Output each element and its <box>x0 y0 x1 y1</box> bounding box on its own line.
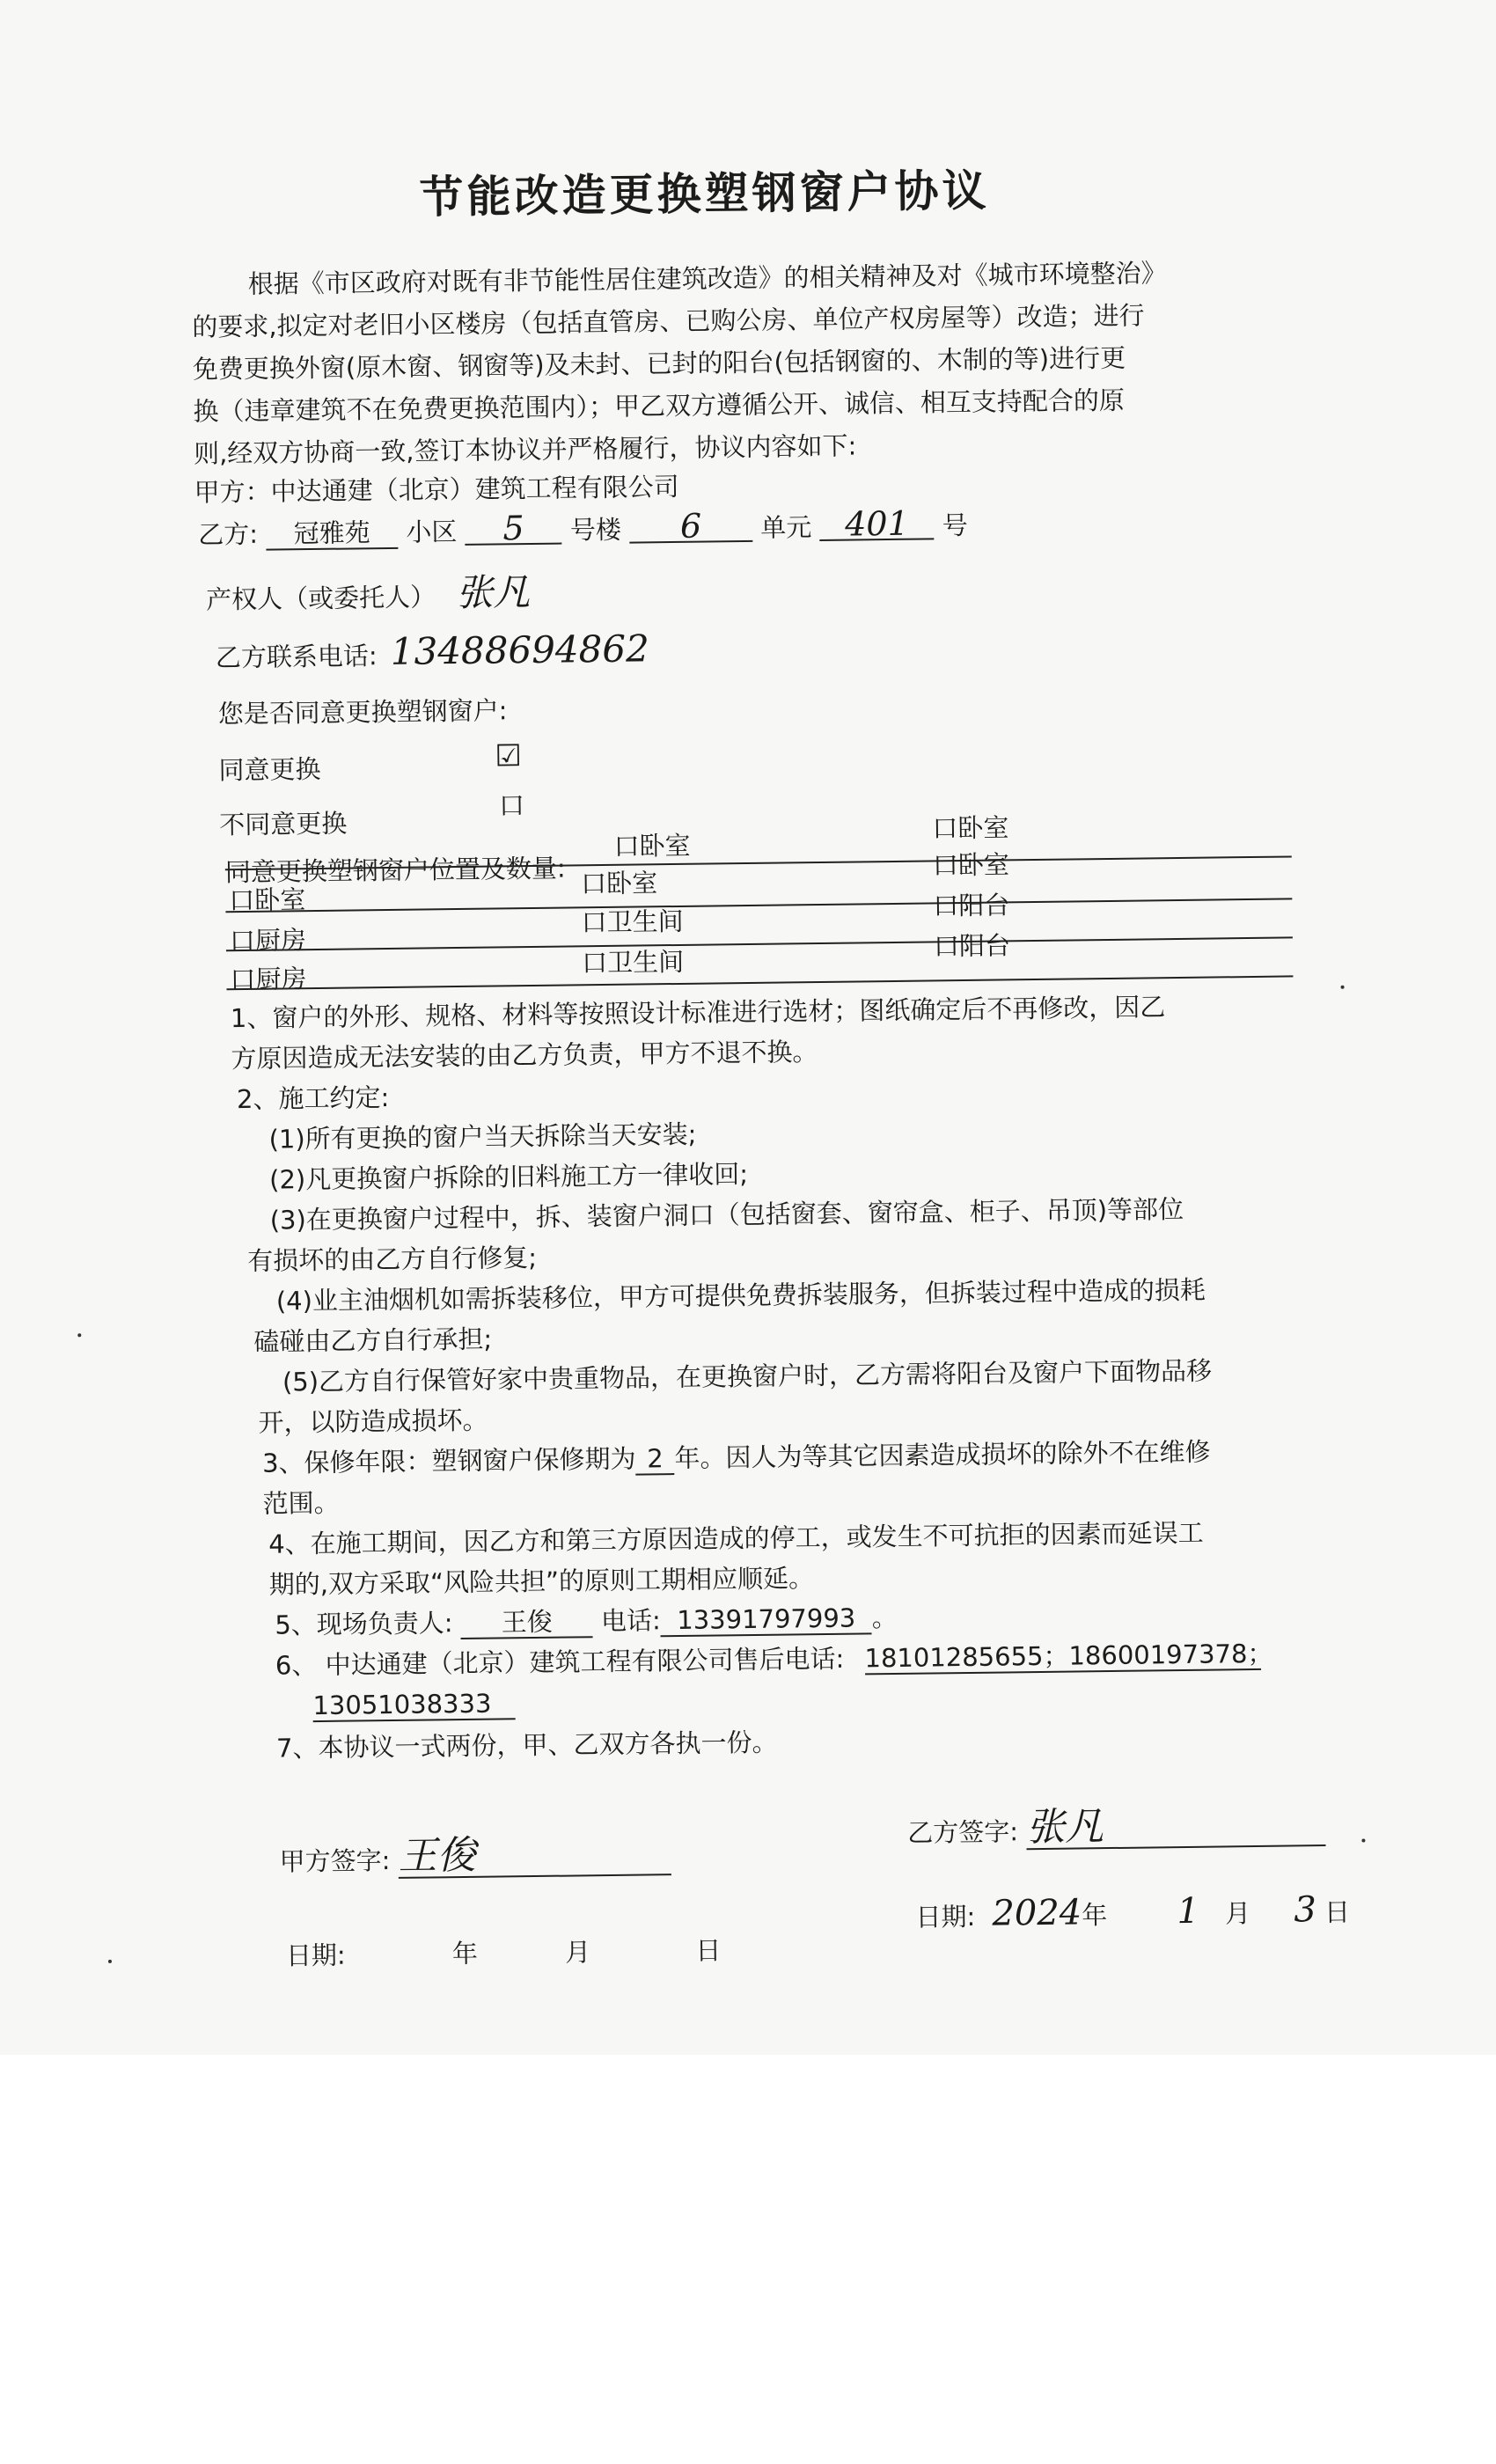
community-field: 冠雅苑 <box>266 517 398 551</box>
scan-speck <box>108 1960 112 1963</box>
location-bedroom-4: 口卧室 <box>580 868 658 899</box>
party-b-label: 乙方: <box>197 518 259 550</box>
party-b-year-value: 2024 <box>992 1892 1082 1934</box>
intro-line-2: 的要求,拟定对老旧小区楼房（包括直管房、已购公房、单位产权房屋等）改造；进行 <box>192 300 1145 342</box>
agree-label: 同意更换 <box>218 753 321 786</box>
owner-handwritten-name: 张凡 <box>455 569 531 615</box>
party-a-handwritten-signature: 王俊 <box>398 1833 671 1879</box>
location-kitchen-1: 口厨房 <box>229 925 307 957</box>
location-bathroom-1: 口卫生间 <box>581 906 684 938</box>
clause-4-line-1: 4、在施工期间，因乙方和第三方原因造成的停工，或发生不可抗拒的因素而延误工 <box>268 1517 1204 1559</box>
clause-2-item-2: (2)凡更换窗户拆除的旧料施工方一律收回; <box>268 1159 749 1195</box>
scan-speck <box>1361 1839 1365 1843</box>
party-a-date-label: 日期: <box>285 1940 346 1971</box>
party-b-date-line <box>915 1889 1351 1935</box>
party-a-year-label: 年 <box>451 1938 479 1969</box>
party-a-month-label: 月 <box>564 1937 591 1968</box>
party-b-month-label: 月 <box>1224 1898 1251 1929</box>
disagree-label: 不同意更换 <box>219 808 348 840</box>
room-suffix: 号 <box>942 510 968 541</box>
party-b-month-value: 1 <box>1177 1890 1200 1932</box>
room-field: 401 <box>819 508 934 541</box>
clause-6-prefix: 6、 中达通建（北京）建筑工程有限公司售后电话: <box>275 1643 845 1681</box>
clause-4-line-2: 期的,双方采取“风险共担”的原则工期相应顺延。 <box>268 1563 815 1600</box>
party-b-date-label: 日期: <box>915 1901 976 1932</box>
clause-2-heading: 2、施工约定: <box>236 1082 390 1115</box>
warranty-years-field: 2 <box>635 1443 674 1476</box>
clause-3-prefix: 3、保修年限：塑钢窗户保修期为 <box>261 1443 636 1478</box>
clause-2-item-4-line-1: (4)业主油烟机如需拆装移位，甲方可提供免费拆装服务，但拆装过程中造成的损耗 <box>275 1274 1206 1316</box>
clause-5-phone-label: 电话: <box>600 1605 661 1637</box>
clause-3-suffix: 年。因人为等其它因素造成损坏的除外不在维修 <box>674 1436 1211 1474</box>
intro-line-5: 则,经双方协商一致,签订本协议并严格履行，协议内容如下: <box>193 430 857 469</box>
site-manager-field: 王俊 <box>461 1606 593 1639</box>
unit-suffix: 单元 <box>760 512 812 543</box>
clause-7-line: 7、本协议一式两份，甲、乙双方各执一份。 <box>275 1727 778 1764</box>
clause-3-line-1 <box>262 1434 1211 1481</box>
clause-6-line-1 <box>275 1636 1273 1683</box>
after-sales-phones-field: 18101285655；18600197378； <box>864 1638 1273 1674</box>
location-rule-4 <box>227 975 1294 990</box>
party-b-line <box>197 503 968 553</box>
scan-speck <box>1341 986 1345 989</box>
phone-handwritten-value: 13488694862 <box>390 627 650 673</box>
party-b-day-value: 3 <box>1294 1889 1317 1931</box>
building-suffix: 号楼 <box>569 514 622 546</box>
clause-2-item-5-line-2: 开，以防造成损坏。 <box>258 1404 488 1438</box>
question-line: 您是否同意更换塑钢窗户: <box>217 695 508 730</box>
clause-6-line-2 <box>312 1685 515 1723</box>
location-rule-3 <box>226 936 1293 951</box>
location-bedroom-1: 口卧室 <box>613 830 691 862</box>
clause-2-item-3-line-2: 有损坏的由乙方自行修复; <box>247 1242 538 1276</box>
clause-5-prefix: 5、现场负责人: <box>275 1608 453 1640</box>
party-a-signature-label: 甲方签字: <box>279 1845 391 1877</box>
unit-field: 6 <box>629 510 752 544</box>
clause-2-item-3-line-1: (3)在更换窗户过程中，拆、装窗户洞口（包括窗套、窗帘盒、柜子、吊顶)等部位 <box>269 1193 1184 1236</box>
clause-5-line <box>275 1600 898 1643</box>
party-a-date-line <box>286 1932 722 1973</box>
location-bathroom-2: 口卫生间 <box>581 946 685 979</box>
location-kitchen-2: 口厨房 <box>230 964 307 995</box>
party-b-day-label: 日 <box>1324 1896 1351 1928</box>
clause-1-line-2: 方原因造成无法安装的由乙方负责，甲方不退不换。 <box>231 1037 818 1074</box>
after-sales-phone-3-field: 13051038333 <box>312 1688 515 1722</box>
clause-2-item-4-line-2: 磕碰由乙方自行承担; <box>253 1324 493 1357</box>
location-bedroom-3: 口卧室 <box>229 884 306 916</box>
owner-label: 产权人（或委托人） <box>205 582 436 615</box>
party-b-year-label: 年 <box>1082 1900 1108 1931</box>
owner-line <box>205 569 531 617</box>
party-b-handwritten-signature: 张凡 <box>1026 1804 1326 1850</box>
party-a-line: 甲方：中达通建（北京）建筑工程有限公司 <box>194 471 679 508</box>
clause-2-item-5-line-1: (5)乙方自行保管好家中贵重物品，在更换窗户时，乙方需将阳台及窗户下面物品移 <box>282 1355 1213 1397</box>
community-suffix: 小区 <box>406 516 458 547</box>
phone-line <box>215 627 650 675</box>
location-balcony-1: 口阳台 <box>933 890 1010 921</box>
party-b-signature-line <box>907 1804 1326 1852</box>
clause-2-item-1: (1)所有更换的窗户当天拆除当天安装; <box>268 1118 697 1155</box>
phone-label: 乙方联系电话: <box>215 641 378 673</box>
site-manager-phone-field: 13391797993 <box>661 1602 872 1637</box>
party-a-signature-line <box>279 1833 671 1880</box>
location-rule-2 <box>225 898 1292 913</box>
party-a-day-label: 日 <box>695 1935 722 1966</box>
clause-1-line-1: 1、窗户的外形、规格、材料等按照设计标准进行选材；图纸确定后不再修改，因乙 <box>230 992 1166 1034</box>
clause-5-end: 。 <box>871 1602 898 1633</box>
disagree-checkbox: 口 <box>498 790 525 821</box>
intro-line-3: 免费更换外窗(原木窗、钢窗等)及未封、已封的阳台(包括钢窗的、木制的等)进行更 <box>192 342 1126 385</box>
intro-line-1: 根据《市区政府对既有非节能性居住建筑改造》的相关精神及对《城市环境整治》 <box>247 258 1167 299</box>
intro-line-4: 换（违章建筑不在免费更换范围内）；甲乙双方遵循公开、诚信、相互支持配合的原 <box>193 385 1126 427</box>
party-b-signature-label: 乙方签字: <box>907 1816 1019 1848</box>
location-balcony-2: 口阳台 <box>933 930 1011 962</box>
scan-speck <box>77 1333 81 1337</box>
agree-checkbox-checked: ☑ <box>495 738 523 774</box>
clause-3-line-2: 范围。 <box>262 1487 340 1519</box>
locations-label: 同意更换塑钢窗户位置及数量: <box>224 853 566 888</box>
location-bedroom-2: 口卧室 <box>932 812 1009 844</box>
location-bedroom-5: 口卧室 <box>932 849 1010 881</box>
building-field: 5 <box>465 513 561 546</box>
document-title: 节能改造更换塑钢窗户协议 <box>419 165 990 224</box>
